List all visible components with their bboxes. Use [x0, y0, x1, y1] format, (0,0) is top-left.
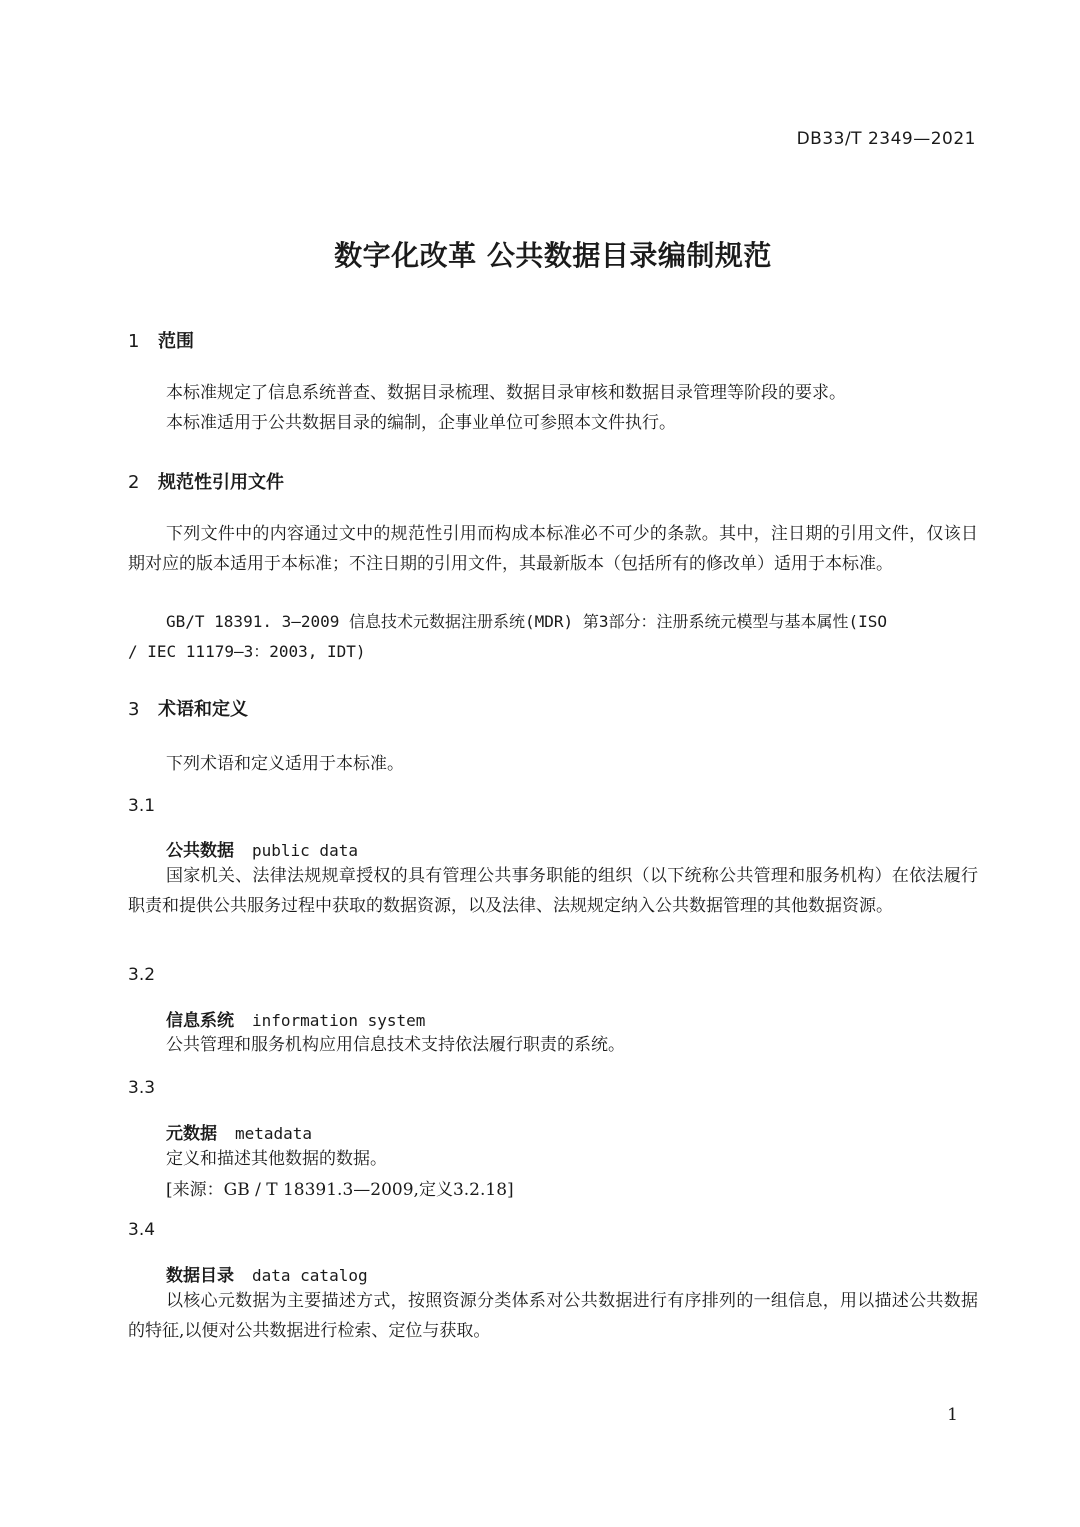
term-entry	[166, 1006, 425, 1031]
reference-line-2: / IEC 11179—3：2003, IDT)	[128, 642, 366, 661]
references-paragraph: 下列文件中的内容通过文中的规范性引用而构成本标准必不可少的条款。其中，注日期的引用文件，仅该日期对应的版本适用于本标准；不注日期的引用文件，其最新版本（包括所有的修改单）适用于本标准。	[128, 524, 978, 574]
clause-number: 3.3	[128, 1078, 156, 1098]
term-definition: 以核心元数据为主要描述方式，按照资源分类体系对公共数据进行有序排列的一组信息，用以描述公共数据的特征,以便对公共数据进行检索、定位与获取。	[128, 1291, 978, 1341]
document-title: 数字化改革 公共数据目录编制规范	[334, 239, 772, 272]
term-definition: 国家机关、法律法规规章授权的具有管理公共事务职能的组织（以下统称公共管理和服务机构）在依法履行职责和提供公共服务过程中获取的数据资源，以及法律、法规规定纳入公共数据管理的其他数据资源。	[128, 866, 978, 916]
section-heading-terms	[128, 695, 248, 721]
clause-number: 3.1	[128, 796, 156, 816]
reference-line-1: GB/T 18391. 3—2009 信息技术元数据注册系统(MDR) 第3部分：注册系统元模型与基本属性(ISO	[166, 612, 887, 631]
term-entry	[166, 1119, 312, 1144]
term-entry	[166, 1261, 368, 1286]
term-english: information system	[252, 1011, 426, 1030]
term-english: data catalog	[252, 1266, 368, 1285]
terms-intro-paragraph: 下列术语和定义适用于本标准。	[166, 754, 404, 774]
term-chinese: 信息系统	[166, 1011, 234, 1031]
section-title: 术语和定义	[158, 699, 248, 720]
section-heading-normative-references	[128, 468, 284, 494]
section-title: 范围	[158, 331, 194, 352]
term-chinese: 公共数据	[166, 841, 234, 861]
term-english: metadata	[235, 1124, 313, 1143]
section-number: 3	[128, 699, 140, 720]
term-chinese: 数据目录	[166, 1266, 234, 1286]
section-title: 规范性引用文件	[158, 472, 284, 493]
term-chinese: 元数据	[166, 1124, 217, 1144]
term-entry	[166, 836, 358, 861]
scope-paragraph-2: 本标准适用于公共数据目录的编制，企事业单位可参照本文件执行。	[166, 413, 676, 433]
clause-number: 3.4	[128, 1220, 156, 1240]
page-number: 1	[947, 1405, 958, 1425]
section-number: 1	[128, 331, 140, 352]
document-id: DB33/T 2349—2021	[796, 129, 976, 149]
term-source: [来源：GB / T 18391.3—2009,定义3.2.18]	[166, 1180, 514, 1200]
scope-paragraph-1: 本标准规定了信息系统普查、数据目录梳理、数据目录审核和数据目录管理等阶段的要求。	[166, 383, 846, 403]
term-definition: 定义和描述其他数据的数据。	[166, 1149, 387, 1169]
term-english: public data	[252, 841, 358, 860]
section-heading-scope	[128, 327, 194, 353]
term-definition: 公共管理和服务机构应用信息技术支持依法履行职责的系统。	[166, 1035, 625, 1055]
clause-number: 3.2	[128, 965, 156, 985]
section-number: 2	[128, 472, 140, 493]
